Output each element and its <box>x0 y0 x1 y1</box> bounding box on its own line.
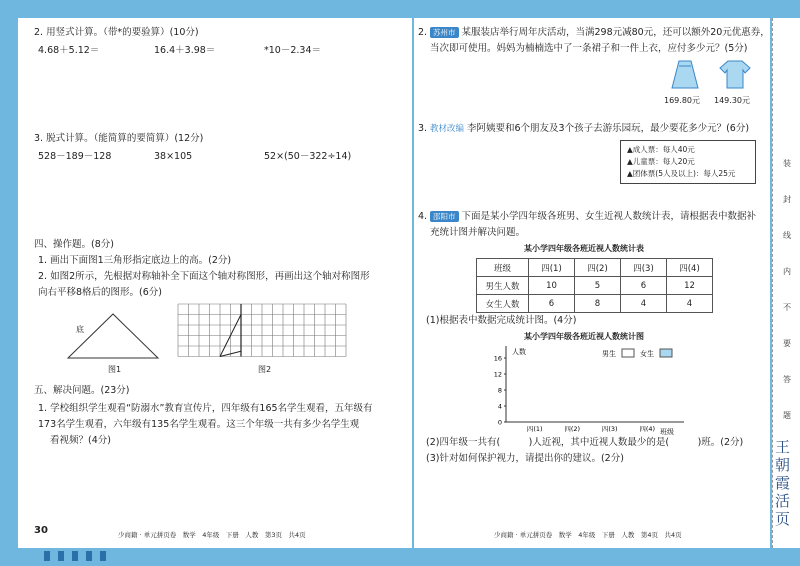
binding-tab <box>72 551 78 561</box>
q4-number: 4. <box>418 211 428 222</box>
top-shirt-icon <box>718 58 752 92</box>
right-footer: 少商籍 · 单元拼页卷 数学 4年级 下册 人教 第4页 共4页 <box>494 531 682 539</box>
textbook-tag: 教材改编 <box>430 124 465 134</box>
figure-2-caption: 图2 <box>258 365 272 374</box>
side-char: 答 <box>783 375 791 384</box>
bar-chart <box>484 340 714 436</box>
q3-line: 教材改编 李阿姨要和6个朋友及3个孩子去游乐园玩，最少要花多少元？(6分) <box>430 123 750 134</box>
section-5-title: 五、解决问题。(23分) <box>34 385 130 396</box>
q2-number: 2. <box>418 27 428 38</box>
left-page <box>18 18 412 548</box>
y-tick-label: 16 <box>493 354 502 363</box>
brand-logo: 王朝霞活页 <box>775 438 791 528</box>
q3-item-2: 38×105 <box>154 151 193 162</box>
q2-title: 2. 用竖式计算。（带*的要验算）(10分) <box>34 27 199 38</box>
q3-item-1: 528－189－128 <box>38 151 112 162</box>
triangle-base-label: 底 <box>76 325 84 334</box>
triangle-figure <box>58 308 168 368</box>
section-4-q1: 1. 画出下面图1三角形指定底边上的高。(2分) <box>38 255 232 266</box>
region-tag-2: 邵阳市 <box>430 211 459 222</box>
side-char: 内 <box>783 267 791 276</box>
table-cell: 10 <box>529 277 575 295</box>
ticket-group: ▲团体票(5人及以上)：每人25元 <box>627 169 736 178</box>
ticket-price-box <box>620 140 756 184</box>
y-tick-label: 12 <box>493 370 502 379</box>
table-cell: 5 <box>575 277 621 295</box>
left-footer: 少商籍 · 单元拼页卷 数学 4年级 下册 人教 第3页 共4页 <box>118 531 306 539</box>
legend-male-label: 男生 <box>602 350 616 358</box>
table-header-row <box>477 259 713 277</box>
ticket-child: ▲儿童票：每人20元 <box>627 157 695 166</box>
q4-sub2: (2)四年级一共有( )人近视，其中近视人数最少的是( )班。(2分) <box>426 437 744 448</box>
binding-strip <box>772 18 800 548</box>
table-row <box>477 277 713 295</box>
side-char: 装 <box>783 159 791 168</box>
section-4-q2-line1: 2. 如图2所示，先根据对称轴补全下面这个轴对称图形，再画出这个轴对称图形 <box>38 271 370 282</box>
section-4-title: 四、操作题。(8分) <box>34 239 114 250</box>
table-cell: 女生人数 <box>477 295 529 313</box>
x-tick-label: 四(1) <box>526 425 543 433</box>
figure-1-caption: 图1 <box>108 365 122 374</box>
q4-line2: 充统计图并解决问题。 <box>430 227 526 238</box>
side-char: 要 <box>783 339 791 348</box>
q4-sub3: (3)针对如何保护视力，请提出你的建议。(2分) <box>426 453 624 464</box>
right-page <box>414 18 770 548</box>
legend-female-swatch <box>660 349 672 357</box>
section-5-q1-line2: 173名学生观看，六年级有135名学生观看。这三个年级一共有多少名学生观 <box>38 419 360 430</box>
q2-item-2: 16.4＋3.98＝ <box>154 45 216 56</box>
skirt-icon <box>670 58 700 92</box>
q3-number: 3. <box>418 123 428 134</box>
q2-line2: 当次即可使用。妈妈为楠楠选中了一条裙子和一件上衣，应付多少元？(5分) <box>430 43 748 54</box>
top-price: 149.30元 <box>714 96 750 105</box>
chart-title: 某小学四年级各班近视人数统计图 <box>524 332 644 341</box>
table-title: 某小学四年级各班近视人数统计表 <box>524 244 644 253</box>
table-cell: 4 <box>667 295 713 313</box>
binding-tab <box>44 551 50 561</box>
x-axis-label: 班级 <box>660 428 674 436</box>
region-tag: 苏州市 <box>430 27 459 38</box>
legend-female-label: 女生 <box>640 350 654 358</box>
table-cell: 8 <box>575 295 621 313</box>
side-char: 不 <box>783 303 791 312</box>
side-char: 线 <box>783 231 791 240</box>
table-row <box>477 295 713 313</box>
table-header-cell: 四(4) <box>667 259 713 277</box>
symmetry-grid-figure <box>174 302 350 362</box>
q4-sub1: (1)根据表中数据完成统计图。(4分) <box>426 315 577 326</box>
x-tick-label: 四(2) <box>564 425 581 433</box>
table-cell: 6 <box>621 277 667 295</box>
section-5-q1-line3: 看视频？(4分) <box>50 435 111 446</box>
table-header-cell: 班级 <box>477 259 529 277</box>
q4-line1: 邵阳市 下面是某小学四年级各班男、女生近视人数统计表，请根据表中数据补 <box>430 210 756 224</box>
table-header-cell: 四(3) <box>621 259 667 277</box>
q2-item-1: 4.68＋5.12＝ <box>38 45 100 56</box>
table-cell: 4 <box>621 295 667 313</box>
x-tick-label: 四(3) <box>601 425 618 433</box>
table-cell: 12 <box>667 277 713 295</box>
x-tick-label: 四(4) <box>639 425 656 433</box>
q3-title: 3. 脱式计算。（能简算的要简算）(12分) <box>34 133 204 144</box>
q3-item-3: 52×(50－322÷14) <box>264 151 352 162</box>
table-header-cell: 四(2) <box>575 259 621 277</box>
q2-line1: 苏州市 某服装店举行周年庆活动，当满298元减80元，还可以额外20元优惠券， <box>430 26 770 40</box>
skirt-price: 169.80元 <box>664 96 700 105</box>
binding-tab <box>100 551 106 561</box>
side-char: 封 <box>783 195 791 204</box>
q2-item-3: *10－2.34＝ <box>264 45 321 56</box>
y-tick-label: 8 <box>497 386 502 395</box>
legend-male-swatch <box>622 349 634 357</box>
binding-tab <box>58 551 64 561</box>
page-number: 30 <box>34 525 48 536</box>
table-cell: 6 <box>529 295 575 313</box>
y-tick-label: 0 <box>497 418 502 427</box>
binding-tab <box>86 551 92 561</box>
stats-table <box>476 258 713 313</box>
ticket-adult: ▲成人票：每人40元 <box>627 145 695 154</box>
side-char: 题 <box>783 411 791 420</box>
y-axis-label: 人数 <box>512 348 526 356</box>
table-header-cell: 四(1) <box>529 259 575 277</box>
table-cell: 男生人数 <box>477 277 529 295</box>
section-4-q2-line2: 向右平移8格后的图形。(6分) <box>38 287 163 298</box>
y-tick-label: 4 <box>497 402 502 411</box>
section-5-q1-line1: 1. 学校组织学生观看“防溺水”教育宣传片，四年级有165名学生观看，五年级有 <box>38 403 373 414</box>
